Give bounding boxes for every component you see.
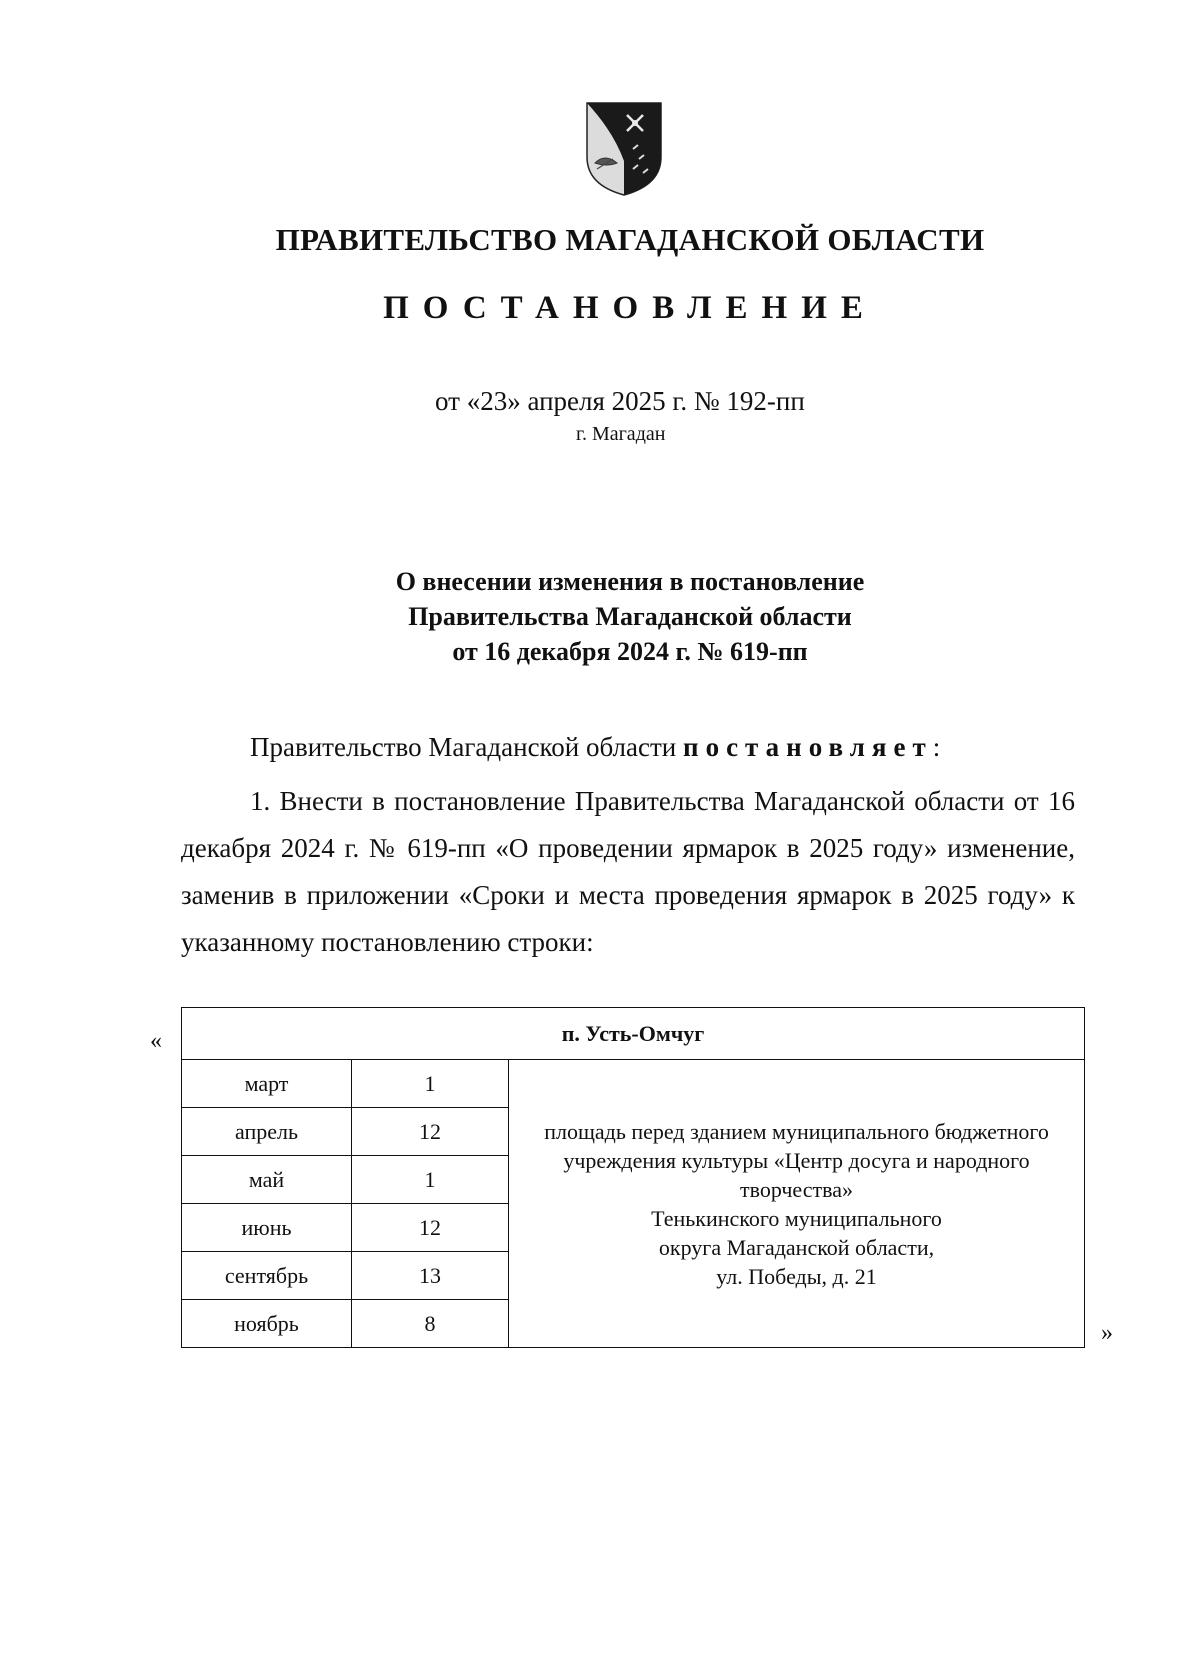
item-1-paragraph: 1. Внести в постановление Правительства Магаданской области от 16 декабря 2024 г. № 619-пп «О проведении ярмарок в 2025 году» изменение, заменив в приложении «Сроки и места проведения ярмарок в 2025 году» к указанному постановлению строки:: [181, 786, 1075, 957]
document-type: ПОСТАНОВЛЕНИЕ: [383, 290, 877, 326]
subject-line: О внесении изменения в постановление: [395, 567, 865, 596]
month-cell: ноябрь: [182, 1300, 352, 1348]
day-cell: 12: [352, 1108, 509, 1156]
place-line: округа Магаданской области,: [658, 1234, 935, 1260]
place-line: площадь перед зданием муниципального бюджетного: [544, 1118, 1049, 1144]
intro-paragraph: [250, 732, 1080, 763]
place-line: творчества»: [740, 1176, 853, 1202]
intro-suffix: :: [932, 732, 941, 762]
month-cell: март: [182, 1060, 352, 1108]
month-cell: май: [182, 1156, 352, 1204]
document-subject: [0, 564, 1200, 669]
table-row: [182, 1008, 1085, 1060]
day-cell: 12: [352, 1204, 509, 1252]
intro-prefix: Правительство Магаданской области: [250, 732, 677, 762]
day-cell: 8: [352, 1300, 509, 1348]
month-cell: сентябрь: [182, 1252, 352, 1300]
day-cell: 13: [352, 1252, 509, 1300]
authority-title: ПРАВИТЕЛЬСТВО МАГАДАНСКОЙ ОБЛАСТИ: [275, 222, 985, 257]
coat-of-arms-icon: [583, 101, 665, 197]
day-cell: 1: [352, 1060, 509, 1108]
day-cell: 1: [352, 1156, 509, 1204]
place-line: учреждения культуры «Центр досуга и народного: [563, 1147, 1030, 1173]
place-line: Тенькинского муниципального: [651, 1205, 942, 1231]
opening-quote: «: [150, 1028, 162, 1054]
subject-line: от 16 декабря 2024 г. № 619-пп: [452, 637, 808, 666]
subject-line: Правительства Магаданской области: [408, 602, 852, 631]
month-cell: июнь: [182, 1204, 352, 1252]
table-row: [182, 1060, 1085, 1108]
place-cell: [509, 1060, 1085, 1348]
place-line: ул. Победы, д. 21: [716, 1263, 877, 1289]
intro-verb: постановляет: [683, 732, 933, 762]
month-cell: апрель: [182, 1108, 352, 1156]
document-city: г. Магадан: [576, 423, 666, 445]
fairs-schedule-table: [181, 1007, 1085, 1348]
closing-quote: »: [1101, 1320, 1113, 1346]
town-header: п. Усть-Омчуг: [182, 1008, 1085, 1060]
document-date-number: от «23» апреля 2025 г. № 192-пп: [435, 386, 805, 416]
